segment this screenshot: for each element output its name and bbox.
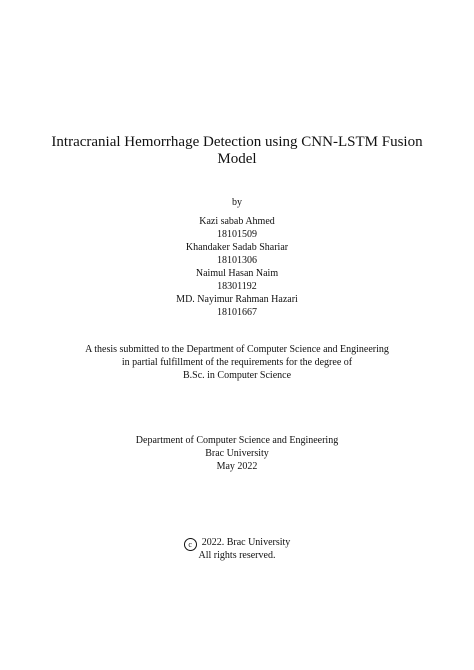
author-name: MD. Nayimur Rahman Hazari — [176, 294, 298, 305]
by-label: by — [232, 197, 242, 208]
author-id: 18101667 — [217, 307, 257, 318]
statement-line: in partial fulfillment of the requirements for the degree of — [121, 357, 353, 368]
author-name: Kazi sabab Ahmed — [199, 216, 275, 227]
department-name: Department of Computer Science and Engineering — [135, 435, 339, 446]
author-id: 18101509 — [217, 229, 257, 240]
copyright-text: 2022. Brac University — [201, 537, 291, 548]
university-name: Brac University — [205, 448, 269, 459]
author-name: Khandaker Sadab Shariar — [185, 242, 289, 253]
submission-date: May 2022 — [216, 461, 258, 472]
rights-reserved: All rights reserved. — [198, 550, 276, 561]
statement-line: A thesis submitted to the Department of Computer Science and Engineering — [85, 344, 389, 355]
author-name: Naimul Hasan Naim — [195, 268, 279, 279]
author-id: 18301192 — [217, 281, 257, 292]
copyright-icon: c — [184, 538, 197, 551]
author-id: 18101306 — [217, 255, 257, 266]
thesis-title: Intracranial Hemorrhage Detection using CNN-LSTM Fusion Model — [51, 134, 423, 167]
degree-line: B.Sc. in Computer Science — [182, 370, 292, 381]
